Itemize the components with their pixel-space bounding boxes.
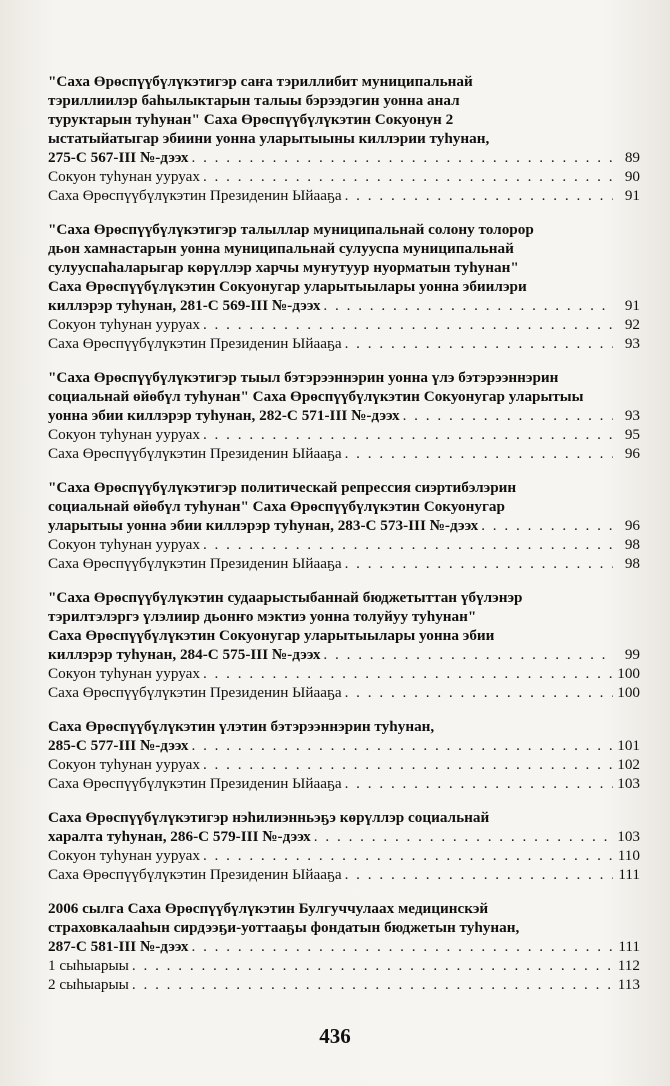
dot-leader [191,148,613,167]
entry-title-line: "Саха Өрөспүүбүлүкэтигэр талыллар муниципальнай солону толорор [48,221,534,238]
dot-leader [403,406,613,425]
dot-leader [203,664,613,683]
dot-leader [203,535,613,554]
page-ref: 111 [618,938,640,955]
dot-leader [323,296,613,315]
entry-title-row[interactable] [48,148,640,167]
toc-entry [48,808,640,884]
entry-title-label: киллэрэр туһунан, 284-С 575-III №-дээх [48,646,321,663]
page-number: 436 [319,1024,351,1048]
table-of-contents [48,72,640,1009]
entry-title-line: Саха Өрөспүүбүлүкэтин Сокуонугар уларытыылары уонна эбиилэри [48,278,527,295]
dot-leader [345,554,613,573]
page-ref: 96 [624,517,640,534]
page-ref: 103 [617,828,640,845]
entry-title-line: ыстатыйатыгар эбиини уонна уларытыыны киллэрии туһунан, [48,130,490,147]
entry-title-row[interactable] [48,406,640,425]
dot-leader [345,774,613,793]
entry-title-line: страховкалааһын сирдээҕи-уоттааҕы фондатын бюджетын туһунан, [48,919,520,936]
entry-title-line: Саха Өрөспүүбүлүкэтин үлэтин бэтэрээннэрин туһунан, [48,718,435,735]
sub-entry-row[interactable] [48,664,640,683]
page-ref: 110 [617,847,640,864]
sub-entry-label: Саха Өрөспүүбүлүкэтин Президенин Ыйааҕа [48,335,342,352]
page-ref: 89 [624,149,640,166]
sub-entry-row[interactable] [48,186,640,205]
entry-title-line: социальнай өйөбүл туһунан" Саха Өрөспүүбүлүкэтин Сокуонугар уларытыы [48,388,584,405]
sub-entry-row[interactable] [48,167,640,186]
sub-entry-row[interactable] [48,774,640,793]
sub-entry-label: Саха Өрөспүүбүлүкэтин Президенин Ыйааҕа [48,555,342,572]
dot-leader [481,516,613,535]
toc-entry [48,478,640,573]
page-ref: 90 [624,168,640,185]
dot-leader [345,186,613,205]
dot-leader [345,865,613,884]
toc-entry [48,72,640,205]
sub-entry-label: Сокуон туһунан ууруах [48,756,200,773]
sub-entry-label: Сокуон туһунан ууруах [48,168,200,185]
dot-leader [314,827,613,846]
sub-entry-row[interactable] [48,975,640,994]
page-ref: 113 [617,976,640,993]
sub-entry-label: Саха Өрөспүүбүлүкэтин Президенин Ыйааҕа [48,445,342,462]
page-ref: 100 [617,665,640,682]
entry-title-row[interactable] [48,736,640,755]
entry-title-row[interactable] [48,645,640,664]
sub-entry-label: 1 сыһыарыы [48,957,129,974]
entry-title-line: Саха Өрөспүүбүлүкэтин Сокуонугар уларытыылары уонна эбии [48,627,495,644]
page-ref: 100 [617,684,640,701]
toc-entry [48,220,640,353]
sub-entry-row[interactable] [48,444,640,463]
entry-title-line: "Саха Өрөспүүбүлүкэтигэр тыыл бэтэрээннэрин уонна үлэ бэтэрээннэрин [48,369,559,386]
dot-leader [203,167,613,186]
sub-entry-label: Сокуон туһунан ууруах [48,316,200,333]
sub-entry-row[interactable] [48,956,640,975]
page-ref: 111 [618,866,640,883]
entry-title-line: туруктарын туһунан" Саха Өрөспүүбүлүкэтин Сокуонун 2 [48,111,454,128]
entry-title-line: тэриллиилэр баһылыктарын талыы бэрээдэгин уонна анал [48,92,460,109]
page-ref: 93 [624,407,640,424]
sub-entry-row[interactable] [48,554,640,573]
dot-leader [203,846,613,865]
entry-title-label: харалта туһунан, 286-С 579-III №-дээх [48,828,311,845]
dot-leader [345,444,613,463]
sub-entry-row[interactable] [48,846,640,865]
dot-leader [132,975,613,994]
sub-entry-row[interactable] [48,425,640,444]
sub-entry-label: Сокуон туһунан ууруах [48,426,200,443]
sub-entry-label: Сокуон туһунан ууруах [48,847,200,864]
entry-title-line: тэрилтэлэргэ үлэлиир дьонҥо мэктиэ уонна толуйуу туһунан" [48,608,477,625]
page-ref: 103 [617,775,640,792]
entry-title-line: "Саха Өрөспүүбүлүкэтигэр саҥа тэриллибит муниципальнай [48,73,473,90]
toc-entry [48,717,640,793]
entry-title-row[interactable] [48,516,640,535]
page-ref: 95 [624,426,640,443]
toc-entry [48,368,640,463]
sub-entry-row[interactable] [48,535,640,554]
page-ref: 112 [617,957,640,974]
entry-title-line: 2006 сылга Саха Өрөспүүбүлүкэтин Булгуччулаах медицинскэй [48,900,489,917]
entry-title-line: социальнай өйөбүл туһунан" Саха Өрөспүүбүлүкэтин Сокуонугар [48,498,505,515]
sub-entry-label: 2 сыһыарыы [48,976,129,993]
entry-title-label: 285-С 577-III №-дээх [48,737,189,754]
sub-entry-label: Сокуон туһунан ууруах [48,536,200,553]
page-ref: 96 [624,445,640,462]
dot-leader [345,334,613,353]
page-ref: 91 [624,187,640,204]
dot-leader [191,937,613,956]
sub-entry-row[interactable] [48,315,640,334]
sub-entry-label: Саха Өрөспүүбүлүкэтин Президенин Ыйааҕа [48,187,342,204]
entry-title-line: дьон хамнастарын уонна муниципальнай сулууспа муниципальнай [48,240,514,257]
sub-entry-label: Саха Өрөспүүбүлүкэтин Президенин Ыйааҕа [48,775,342,792]
toc-entry [48,899,640,994]
dot-leader [323,645,613,664]
entry-title-line: "Саха Өрөспүүбүлүкэтигэр политическай репрессия сиэртибэлэрин [48,479,517,496]
sub-entry-row[interactable] [48,755,640,774]
sub-entry-row[interactable] [48,683,640,702]
toc-entry [48,588,640,702]
entry-title-line: Саха Өрөспүүбүлүкэтигэр нэһилиэнньэҕэ көрүллэр социальнай [48,809,490,826]
entry-title-label: 287-С 581-III №-дээх [48,938,189,955]
entry-title-label: уонна эбии киллэрэр туһунан, 282-С 571-III №-дээх [48,407,400,424]
sub-entry-label: Саха Өрөспүүбүлүкэтин Президенин Ыйааҕа [48,866,342,883]
page-ref: 98 [624,555,640,572]
dot-leader [203,425,613,444]
dot-leader [345,683,613,702]
sub-entry-row[interactable] [48,865,640,884]
sub-entry-label: Сокуон туһунан ууруах [48,665,200,682]
sub-entry-row[interactable] [48,334,640,353]
page-ref: 92 [624,316,640,333]
page-ref: 101 [617,737,640,754]
dot-leader [191,736,613,755]
entry-title-line: сулууспаһаларыгар көрүллэр харчы муҥутуур нуорматын туһунан" [48,259,519,276]
dot-leader [132,956,613,975]
dot-leader [203,315,613,334]
dot-leader [203,755,613,774]
entry-title-row[interactable] [48,296,640,315]
entry-title-label: киллэрэр туһунан, 281-С 569-III №-дээх [48,297,321,314]
page-ref: 99 [624,646,640,663]
page-ref: 98 [624,536,640,553]
entry-title-row[interactable] [48,827,640,846]
entry-title-label: 275-С 567-III №-дээх [48,149,189,166]
entry-title-line: "Саха Өрөспүүбүлүкэтин судаарыстыбаннай бюджетыттан үбүлэнэр [48,589,523,606]
entry-title-label: уларытыы уонна эбии киллэрэр туһунан, 283-С 573-III №-дээх [48,517,479,534]
page-ref: 102 [617,756,640,773]
page-ref: 93 [624,335,640,352]
entry-title-row[interactable] [48,937,640,956]
page-ref: 91 [624,297,640,314]
sub-entry-label: Саха Өрөспүүбүлүкэтин Президенин Ыйааҕа [48,684,342,701]
